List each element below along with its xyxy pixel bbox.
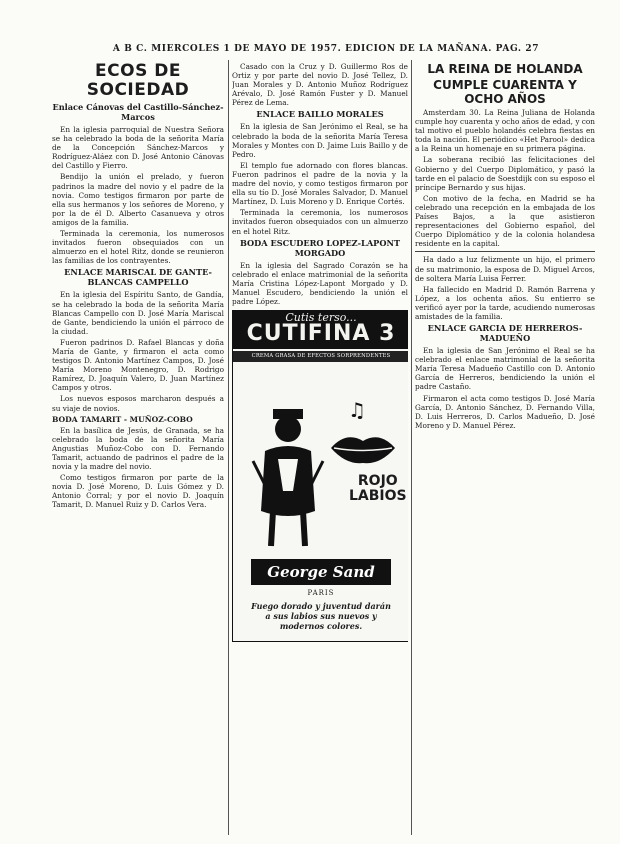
article-heading: BODA ESCUDERO LOPEZ-LAPONT MORGADO [239,237,401,258]
ad-brand-banner: George Sand [251,559,391,585]
divider [415,251,595,252]
column-left [52,62,224,832]
column-middle [232,62,408,832]
article-heading: ENLACE GARCIA DE HERREROS-MADUEÑO [427,323,583,344]
article-paragraph: Como testigos firmaron por parte de la novia D. José Moreno, D. Luis Gómez y D. Antonio Corral; y por el novio D. Joaquín Tamarit, D. Manuel Ruiz y D. Carlos Vera. [52,473,224,510]
ad-slogan-line: Fuego dorado y juventud darán [251,601,391,612]
article-paragraph: Firmaron el acta como testigos D. José María García, D. Antonio Sánchez, D. Fernando Villa, D. Luis Herreros, D. Carlos Madueño, D. José Moreno y D. Manuel Pérez. [415,393,595,430]
article-paragraph: El templo fue adornado con flores blancas. Fueron padrinos el padre de la novia y la madre del novio, y como testigos firmaron por ella su tío D. José Morales Salvador, D. Manuel Martínez, D. Luis Moreno y D. Enrique Cortés. [232,160,408,207]
section-title: ECOS DE SOCIEDAD [86,62,190,100]
cosmetics-advertisement [232,310,408,642]
article-paragraph: En la basílica de Jesús, de Granada, se ha celebrado la boda de la señorita María Angustias Muñoz-Cobo con D. Fernando Tamarit, actuando de padrinos el padre de la novia y la madre del novio. [52,425,224,471]
ad-slogan [233,601,408,631]
ad-slogan-line: a sus labios sus nuevos y [265,611,377,622]
article-paragraph: La soberana recibió las felicitaciones del Gobierno y del Cuerpo Diplomático, y pasó la tarde en el palacio de Soestdijk con su esposo el príncipe Bernardo y sus hijas. [415,155,595,192]
article-heading: ENLACE BAILLO MORALES [256,109,384,120]
article-title: CUMPLE CUARENTA Y OCHO AÑOS [433,78,577,106]
article-paragraph: En la iglesia de San Jerónimo el Real se ha celebrado el enlace matrimonial de la señorita María Teresa Madueño Castillo con D. Antonio García de Herreros, bendiciendo la unión el padre Castaño. [415,346,595,392]
article-paragraph: Ha fallecido en Madrid D. Ramón Barrena y López, a los ochenta años. Su entierro se verificó ayer por la tarde, acudiendo numerosas amistades de la familia. [415,284,595,321]
article-heading: ENLACE MARISCAL DE GANTE-BLANCAS CAMPELLO [64,267,212,288]
column-rule [228,60,229,835]
article-paragraph: En la iglesia parroquial de Nuestra Señora se ha celebrado la boda de la señorita María de la Concepción Sánchez-Marcos y Rodríguez-Aláez con D. José Antonio Cánovas del Castillo y Fierro. [52,125,224,171]
article-paragraph: Casado con la Cruz y D. Guillermo Ros de Ortiz y por parte del novio D. José Tellez, D. Juan Morales y D. Antonio Muñoz Rodríguez Arévalo, D. José Ramón Fuster y D. Manuel Pérez de Lema. [232,62,408,108]
ad-rojo-labios [349,474,407,504]
article-paragraph: Terminada la ceremonia, los numerosos invitados fueron obsequiados con un almuerzo en el hotel Ritz, donde se reunieron las familias de los contrayentes. [52,229,224,266]
article-paragraph: En la iglesia del Espíritu Santo, de Gandía, se ha celebrado la boda de la señorita María Blancas Campello con D. José María Mariscal de Gante, bendiciendo la unión el párroco de la ciudad. [52,290,224,336]
article-heading: BODA TAMARIT - MUÑOZ-COBO [52,414,193,424]
article-title: LA REINA DE HOLANDA [427,62,583,76]
article-paragraph: En la iglesia de San Jerónimo el Real, se ha celebrado la boda de la señorita María Teresa Morales y Montes con D. Jaime Luis Baillo y de Pedro. [232,122,408,159]
article-paragraph: Con motivo de la fecha, en Madrid se ha celebrado una recepción en la embajada de los Países Bajos, a la que asistieron representaciones del Gobierno español, del Cuerpo Diplomático y de la colonia holandesa residente en la capital. [415,193,595,249]
article-paragraph: Terminada la ceremonia, los numerosos invitados fueron obsequiados con un almuerzo en el hotel Ritz. [232,208,408,236]
article-paragraph: En la iglesia del Sagrado Corazón se ha celebrado el enlace matrimonial de la señorita María Cristina López-Lapont Morgado y D. Manuel Escudero, bendiciendo la unión el padre López. [232,260,408,306]
article-paragraph: Ha dado a luz felizmente un hijo, el primero de su matrimonio, la esposa de D. Miguel Arcos, de soltera María Luisa Ferrer. [415,255,595,283]
article-paragraph: Bendijo la unión el prelado, y fueron padrinos la madre del novio y el padre de la novia. Como testigos firmaron por parte de ella sus hermanos y los señores de Moreno, y por la de él D. Alberto Casanueva y otros amigos de la familia. [52,172,224,227]
ad-brand-name: CUTIFINA 3 [246,321,396,347]
column-right [415,62,595,832]
ad-labios-text: LABIOS [349,488,407,505]
article-paragraph: Amsterdam 30. La Reina Juliana de Holanda cumple hoy cuarenta y ocho años de edad, y con tal motivo el pueblo holandés celebra fiestas en toda la nación. El periódico «Het Parool» dedica a la Reina un homenaje en su primera página. [415,108,595,154]
column-rule [411,60,412,835]
ad-rojo-text: ROJO [357,473,398,490]
ad-city: PARIS [307,589,335,598]
ad-cream-text: CREMA GRASA DE EFECTOS SORPRENDENTES [233,351,408,362]
ad-slogan-line: modernos colores. [279,621,363,632]
woman-illustration [243,401,333,551]
lips-icon [328,429,398,467]
article-paragraph: Fueron padrinos D. Rafael Blancas y doña María de Gante, y firmaron el acta como testigos D. Antonio Martínez Campos, D. José María Moreno Montenegro, D. Rodrigo Ramírez, D. Joaquín Valero, D. Juan Martínez Campos y otros. [52,337,224,393]
article-paragraph: Los nuevos esposos marcharon después a su viaje de novios. [52,394,224,413]
page-header: A B C. MIERCOLES 1 DE MAYO DE 1957. EDICION DE LA MAÑANA. PAG. 27 [112,44,540,54]
ad-header [233,311,408,349]
article-heading: Enlace Cánovas del Castillo-Sánchez-Marcos [52,102,224,122]
music-note-icon: ♫ [348,398,366,423]
ad-script-text: Cutis terso... [285,311,357,325]
